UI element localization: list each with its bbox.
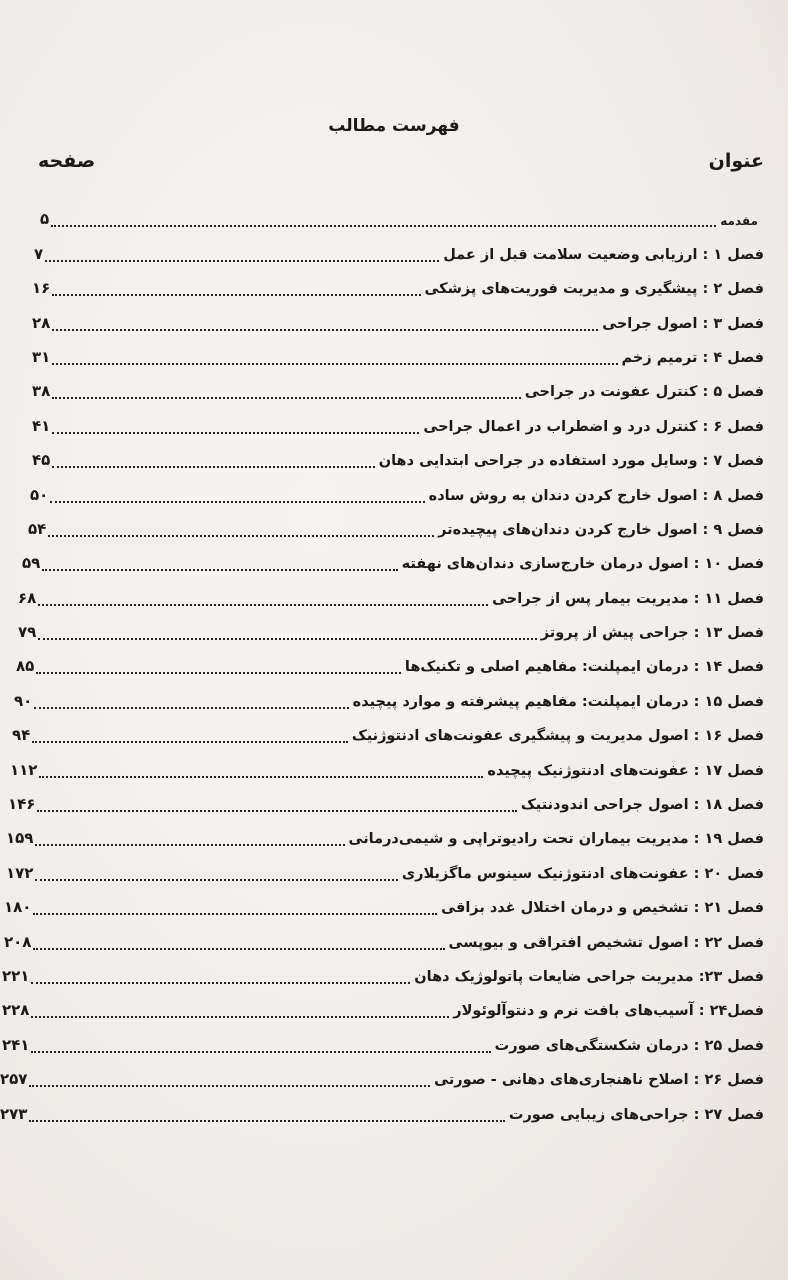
toc-leader-dots bbox=[48, 535, 434, 537]
title-column-header: عنوان bbox=[708, 150, 764, 172]
toc-leader-dots bbox=[52, 294, 420, 296]
toc-leader-dots bbox=[52, 432, 419, 434]
toc-entry-page: ۱۵۹ bbox=[6, 829, 34, 848]
toc-entry-label: فصل ۱۳ : جراحی پیش از پروتز bbox=[540, 625, 764, 642]
toc-entry-label: فصل ۲۳: مدیریت جراحی ضایعات پاتولوژیک دهان bbox=[414, 968, 764, 985]
toc-leader-dots bbox=[50, 501, 424, 503]
toc-entry bbox=[0, 443, 788, 477]
toc-leader-dots bbox=[38, 638, 536, 640]
toc-entry-page: ۲۰۸ bbox=[4, 932, 32, 951]
toc-entry bbox=[0, 305, 788, 339]
toc-entry bbox=[0, 340, 788, 374]
toc-entry-page: ۷ bbox=[34, 244, 44, 263]
toc-entry-label: فصل ۲۱ : تشخیص و درمان اختلال غدد بزاقی bbox=[441, 900, 764, 917]
toc-entry-label: فصل ۱۷ : عفونت‌های ادنتوژنیک پیچیده bbox=[487, 762, 764, 779]
toc-entry-page: ۶۸ bbox=[18, 588, 37, 607]
toc-entry-page: ۳۸ bbox=[32, 382, 51, 401]
toc-entry bbox=[0, 408, 788, 442]
toc-entry-label: فصل ۲۷ : جراحی‌های زیبایی صورت bbox=[508, 1106, 764, 1123]
toc-entry-label: فصل ۱۵ : درمان ایمپلنت: مفاهیم پیشرفته و موارد پیچیده bbox=[352, 693, 764, 710]
toc-leader-dots bbox=[29, 1120, 504, 1122]
toc-entry bbox=[0, 683, 788, 717]
toc-leader-dots bbox=[31, 1051, 490, 1053]
toc-entry bbox=[0, 512, 788, 546]
toc-entry-page: ۵۹ bbox=[22, 554, 41, 573]
toc-entry-page: ۹۴ bbox=[12, 726, 31, 745]
toc-entry bbox=[0, 752, 788, 786]
toc-entry-label: فصل ۲۲ : اصول تشخیص افتراقی و بیوپسی bbox=[448, 934, 764, 951]
toc-entry-page: ۷۹ bbox=[18, 623, 37, 642]
toc-entry bbox=[0, 821, 788, 855]
toc-leader-dots bbox=[31, 982, 410, 984]
toc-entry-label: فصل ۹ : اصول خارج کردن دندان‌های پیچیده‌تر bbox=[438, 521, 764, 538]
toc-entry-page: ۳۱ bbox=[32, 347, 51, 366]
page-title: فهرست مطالب bbox=[328, 116, 460, 136]
toc-entry bbox=[0, 546, 788, 580]
toc-entry-label: فصل ۲ : پیشگیری و مدیریت فوریت‌های پزشکی bbox=[424, 281, 764, 298]
toc-entry bbox=[0, 924, 788, 958]
toc-entry-label: فصل ۲۰ : عفونت‌های ادنتوژنیک سینوس ماگزیلاری bbox=[401, 865, 764, 882]
toc-entry-label: فصل ۶ : کنترل درد و اضطراب در اعمال جراحی bbox=[423, 418, 764, 435]
toc-leader-dots bbox=[31, 1016, 449, 1018]
toc-leader-dots bbox=[37, 810, 516, 812]
toc-entry-label: فصل ۱۸ : اصول جراحی اندودنتیک bbox=[520, 797, 764, 814]
toc-leader-dots bbox=[35, 844, 344, 846]
toc-leader-dots bbox=[33, 913, 437, 915]
toc-leader-dots bbox=[52, 363, 617, 365]
toc-entry-page: ۱۷۲ bbox=[6, 863, 34, 882]
toc-entry-page: ۲۸ bbox=[32, 313, 51, 332]
toc-entry bbox=[0, 580, 788, 614]
toc-entry bbox=[0, 855, 788, 889]
toc-entry-label: فصل ۵ : کنترل عفونت در جراحی bbox=[524, 384, 764, 401]
toc-entry-label: فصل ۱۹ : مدیریت بیماران تحت رادیوتراپی و شیمی‌درمانی bbox=[348, 831, 764, 848]
toc-entry-page: ۲۵۷ bbox=[0, 1070, 28, 1089]
toc-entry bbox=[0, 236, 788, 270]
toc-entry-label: فصل ۱۴ : درمان ایمپلنت: مفاهیم اصلی و تکنیک‌ها bbox=[404, 659, 764, 676]
toc-leader-dots bbox=[52, 329, 598, 331]
toc-leader-dots bbox=[33, 948, 444, 950]
toc-entry-page: ۱۸۰ bbox=[4, 898, 32, 917]
toc-entry bbox=[0, 615, 788, 649]
toc-entry-label: فصل ۸ : اصول خارج کردن دندان به روش ساده bbox=[428, 487, 764, 504]
toc-entry bbox=[0, 271, 788, 305]
toc-entry-page: ۱۶ bbox=[32, 279, 51, 298]
toc-entry-page: ۵۰ bbox=[30, 485, 49, 504]
toc-entry bbox=[0, 993, 788, 1027]
toc-entry bbox=[0, 890, 788, 924]
toc-entry bbox=[0, 477, 788, 511]
toc-entry-label: فصل ۱ : ارزیابی وضعیت سلامت قبل از عمل bbox=[443, 246, 764, 263]
toc-leader-dots bbox=[45, 260, 439, 262]
toc-entry-label: فصل ۲۵ : درمان شکستگی‌های صورت bbox=[494, 1037, 764, 1054]
toc-entry-page: ۵ bbox=[40, 210, 50, 229]
toc-entry-page: ۱۴۶ bbox=[8, 795, 36, 814]
toc-entry-page: ۲۴۱ bbox=[2, 1035, 30, 1054]
toc-leader-dots bbox=[32, 741, 348, 743]
page-column-header: صفحه bbox=[38, 150, 96, 172]
toc-entry bbox=[0, 1062, 788, 1096]
toc-entry-label: فصل ۱۰ : اصول درمان خارج‌سازی دندان‌های نهفته bbox=[401, 556, 764, 573]
toc-entry-label: فصل۲۴ : آسیب‌های بافت نرم و دنتوآلوئولار bbox=[453, 1003, 764, 1020]
table-of-contents bbox=[0, 202, 788, 1131]
toc-entry-label: فصل ۲۶ : اصلاح ناهنجاری‌های دهانی - صورتی bbox=[434, 1072, 764, 1089]
toc-entry bbox=[0, 1096, 788, 1130]
toc-entry-label: فصل ۷ : وسایل مورد استفاده در جراحی ابتدایی دهان bbox=[378, 453, 764, 470]
toc-entry-page: ۲۲۱ bbox=[2, 966, 30, 985]
toc-entry-label: فصل ۱۱ : مدیریت بیمار پس از جراحی bbox=[492, 590, 764, 607]
toc-entry-label: فصل ۴ : ترمیم زخم bbox=[621, 349, 764, 366]
toc-leader-dots bbox=[36, 672, 401, 674]
toc-leader-dots bbox=[34, 707, 348, 709]
toc-entry-page: ۲۷۳ bbox=[0, 1104, 28, 1123]
toc-entry-label: مقدمه bbox=[720, 214, 758, 229]
toc-entry bbox=[0, 374, 788, 408]
toc-leader-dots bbox=[51, 225, 716, 227]
toc-leader-dots bbox=[29, 1085, 430, 1087]
toc-entry-label: فصل ۱۶ : اصول مدیریت و پیشگیری عفونت‌های ادنتوژنیک bbox=[351, 728, 764, 745]
toc-entry-page: ۱۱۲ bbox=[10, 760, 38, 779]
toc-entry-page: ۲۲۸ bbox=[2, 1001, 30, 1020]
toc-entry-page: ۹۰ bbox=[14, 691, 33, 710]
toc-entry-page: ۴۵ bbox=[32, 451, 51, 470]
toc-leader-dots bbox=[38, 604, 488, 606]
toc-entry-label: فصل ۳ : اصول جراحی bbox=[602, 315, 764, 332]
toc-leader-dots bbox=[35, 879, 397, 881]
toc-leader-dots bbox=[52, 466, 374, 468]
toc-entry-page: ۸۵ bbox=[16, 657, 35, 676]
toc-entry bbox=[0, 649, 788, 683]
toc-entry bbox=[0, 202, 788, 236]
toc-leader-dots bbox=[42, 569, 397, 571]
toc-leader-dots bbox=[52, 397, 521, 399]
toc-leader-dots bbox=[39, 776, 483, 778]
toc-entry bbox=[0, 959, 788, 993]
toc-entry-page: ۵۴ bbox=[28, 519, 47, 538]
toc-entry bbox=[0, 718, 788, 752]
toc-entry-page: ۴۱ bbox=[32, 416, 51, 435]
toc-entry bbox=[0, 1027, 788, 1061]
toc-entry bbox=[0, 787, 788, 821]
